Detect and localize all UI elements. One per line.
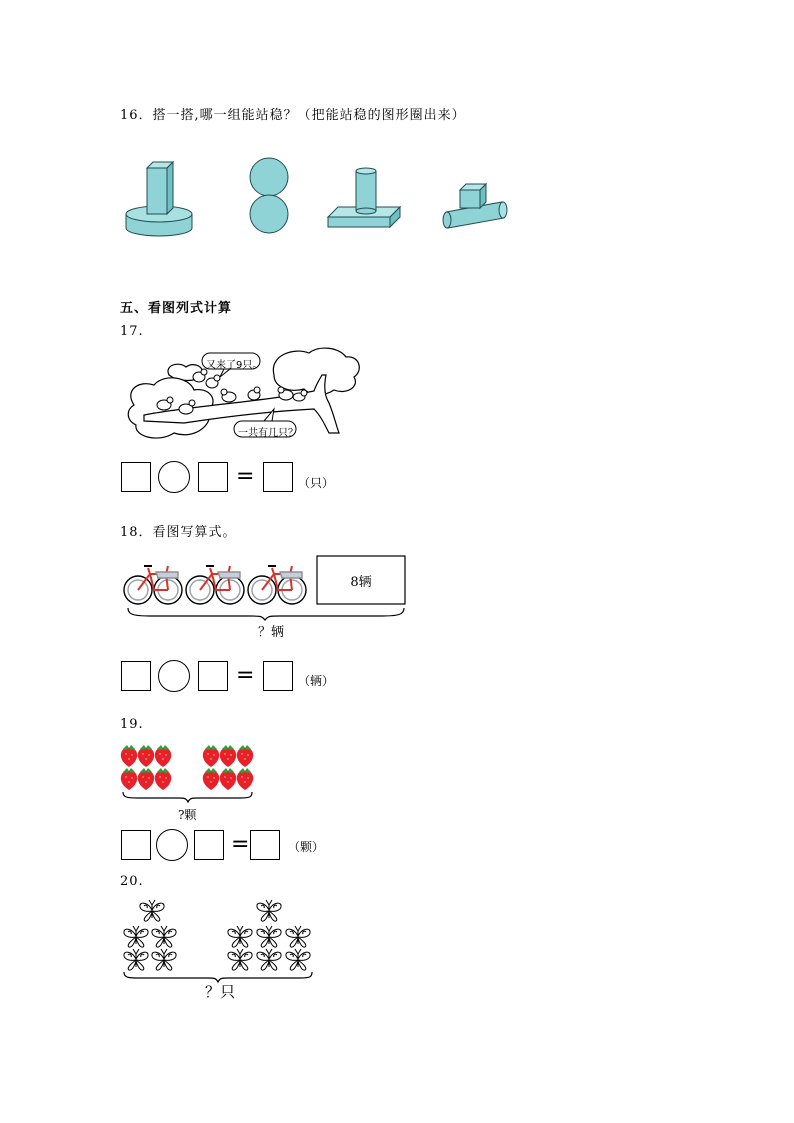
operator-circle[interactable] (158, 461, 190, 493)
shape-group-box-on-disc (125, 158, 197, 240)
operator-circle[interactable] (156, 829, 188, 861)
section-title: 五、看图列式计算 (120, 301, 233, 316)
answer-box-2[interactable] (198, 462, 228, 492)
question-19-number: 19. (120, 717, 144, 732)
answer-box-2[interactable] (198, 661, 228, 691)
equals-sign: = (231, 832, 250, 857)
brace-label: ？辆 (258, 625, 285, 640)
unit-label: （辆） (298, 674, 335, 688)
answer-box-1[interactable] (121, 830, 151, 860)
brace-label: ?颗 (178, 808, 197, 822)
shape-group-two-balls (250, 157, 290, 235)
brace-label: ？只 (205, 983, 236, 1001)
answer-box-1[interactable] (121, 661, 151, 691)
unit-label: （只） (298, 476, 335, 490)
question-17-number: 17. (120, 324, 144, 339)
operator-circle[interactable] (158, 660, 190, 692)
known-count-box: 8辆 (350, 574, 372, 590)
shape-group-cylinder-on-slab (328, 165, 404, 229)
answer-box-1[interactable] (121, 462, 151, 492)
shape-group-cube-on-lying-cylinder (440, 182, 510, 230)
answer-box-result[interactable] (263, 462, 293, 492)
answer-box-result[interactable] (250, 830, 280, 860)
butterflies-illustration (118, 896, 318, 982)
answer-box-2[interactable] (194, 830, 224, 860)
answer-box-result[interactable] (263, 661, 293, 691)
strawberries-illustration (118, 740, 260, 806)
equals-sign: = (236, 663, 255, 688)
speech-bubble-text-2: 一共有几只？ (238, 428, 298, 439)
speech-bubble-text-1: 又来了9只。 (206, 360, 263, 371)
equals-sign: = (236, 464, 255, 489)
unit-label: （颗） (288, 840, 325, 854)
question-18-title: 18．看图写算式。 (120, 525, 237, 540)
question-16-text: 16．搭一搭,哪一组能站稳？（把能站稳的图形圈出来） (120, 108, 466, 123)
question-20-number: 20. (120, 874, 144, 889)
